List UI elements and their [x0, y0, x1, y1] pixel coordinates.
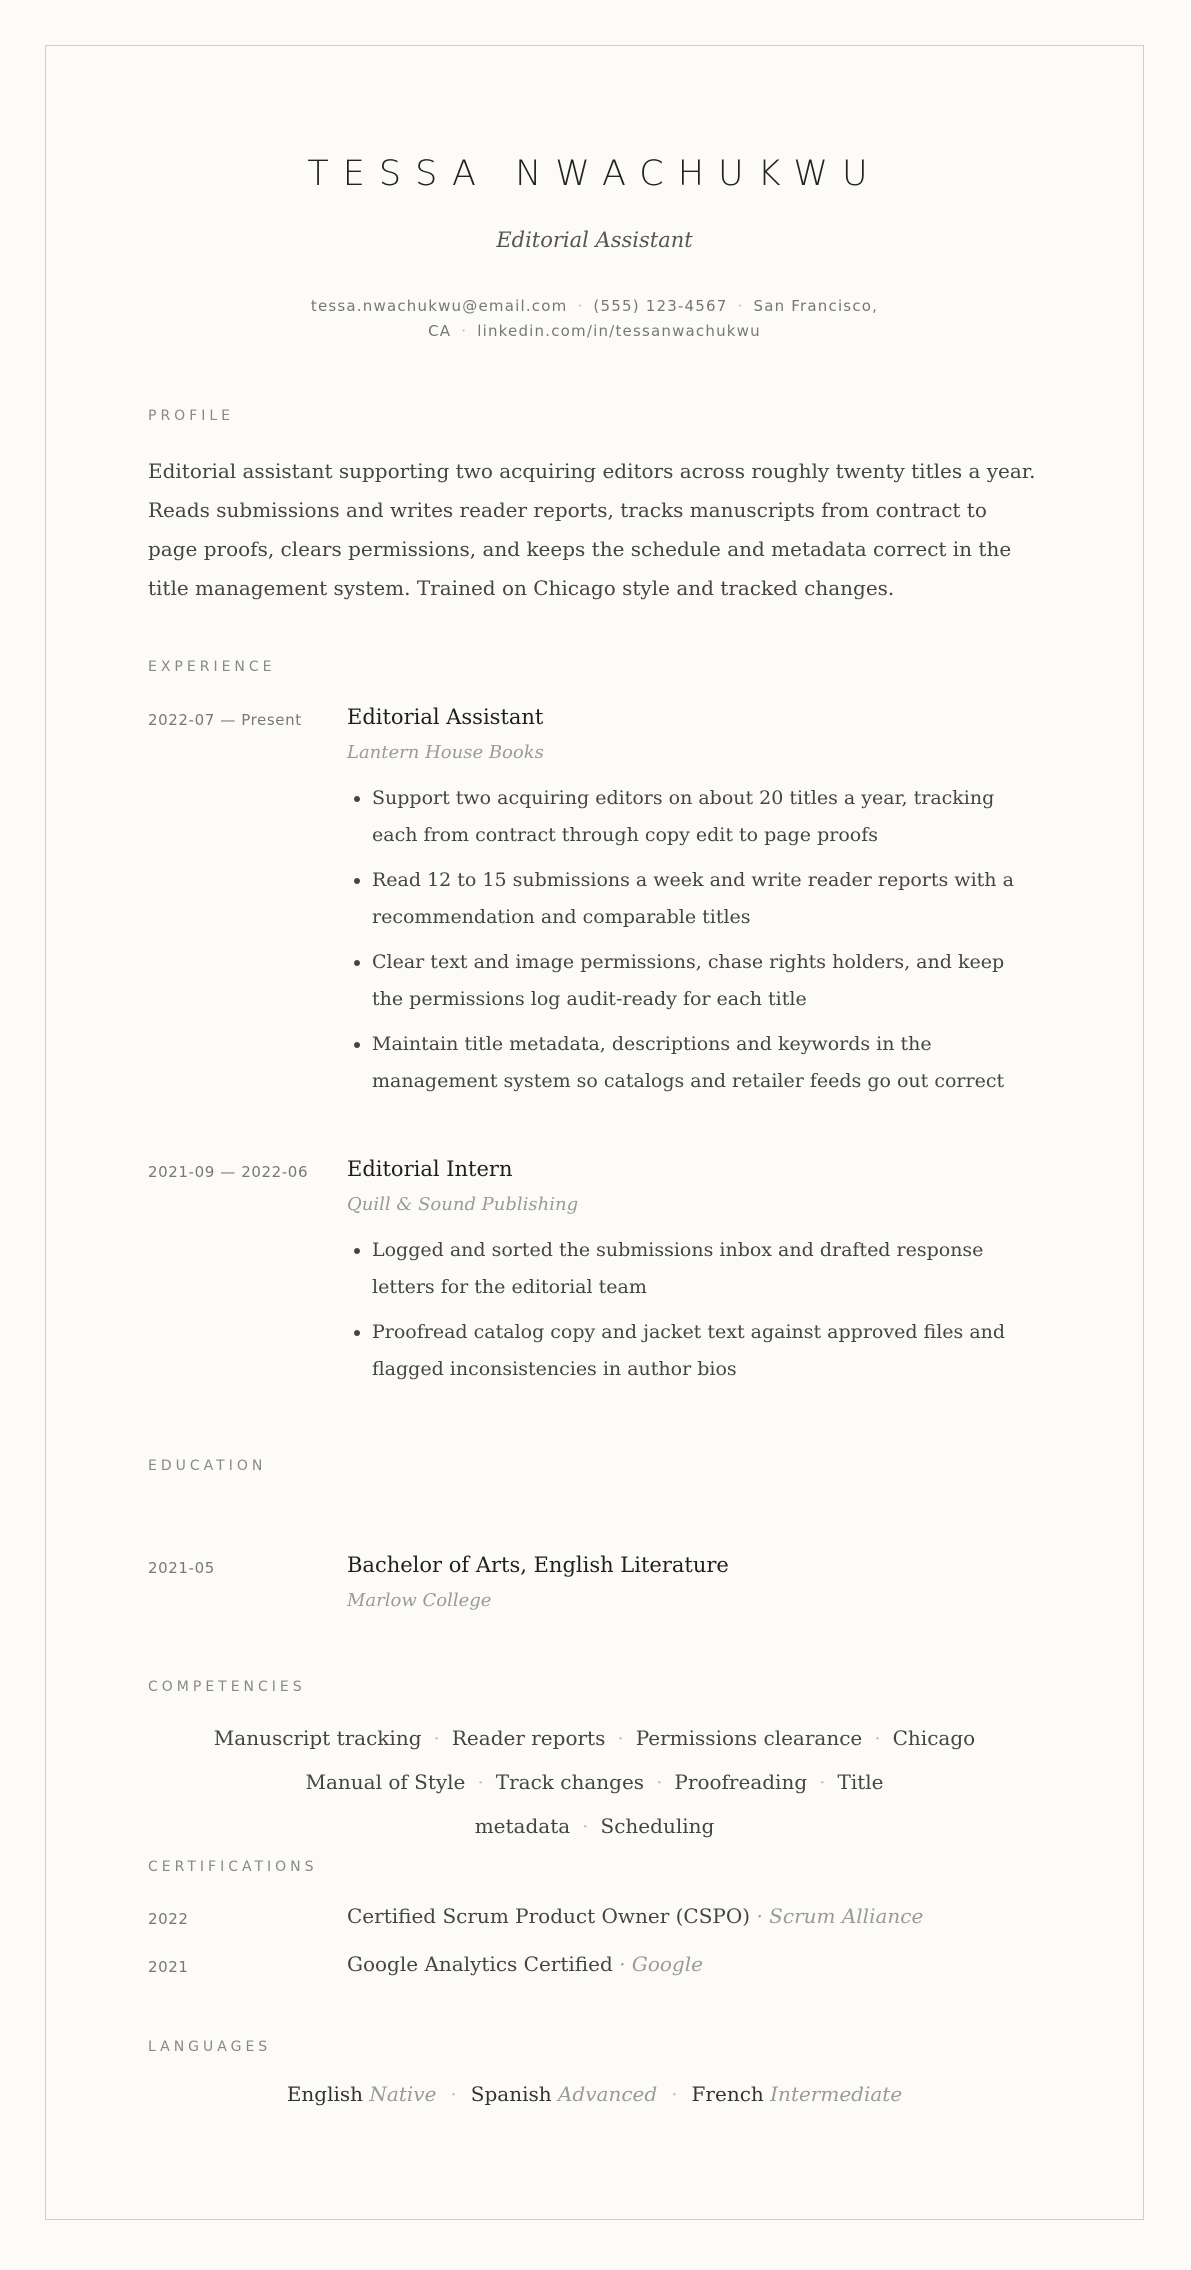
job-title: Editorial Intern	[347, 1157, 513, 1181]
certification-name: Certified Scrum Product Owner (CSPO)	[347, 1904, 751, 1928]
contact-linkedin[interactable]: linkedin.com/in/tessanwachukwu	[477, 322, 761, 340]
certification-year: 2022	[148, 1910, 189, 1928]
job-dates: 2021-09 — 2022-06	[148, 1163, 309, 1181]
competency-item: Manuscript tracking	[213, 1726, 422, 1750]
job-bullet: • Read 12 to 15 submissions a week and write reader reports with a recommendation and comparable titles	[372, 862, 1041, 936]
competency-list	[148, 1716, 1041, 1848]
competency-item: Track changes	[495, 1770, 645, 1794]
separator: ·	[450, 2082, 457, 2106]
section-heading-certifications: CERTIFICATIONS	[148, 1859, 318, 1875]
job-bullet: • Logged and sorted the submissions inbox and drafted response letters for the editorial team	[372, 1232, 1041, 1306]
profile-summary: Editorial assistant supporting two acquiring editors across roughly twenty titles a year. Reads submissions and writes reader reports, tracks manuscripts from contract to page proofs, clears permissions, and keeps the schedule and metadata correct in the title management system. Trained on Chicago style and tracked changes.	[148, 459, 1036, 600]
language-list	[148, 2082, 1041, 2106]
competency-item: Scheduling	[600, 1814, 715, 1838]
job-bullet-list	[347, 780, 1041, 1100]
separator: ·	[656, 1770, 663, 1794]
contact-location: San Francisco, CA	[428, 297, 879, 340]
competency-item: Title metadata	[474, 1770, 884, 1838]
certification-name: Google Analytics Certified	[347, 1952, 613, 1976]
job-employer: Lantern House Books	[347, 742, 544, 763]
section-heading-education: EDUCATION	[148, 1458, 267, 1474]
job-bullet: • Maintain title metadata, descriptions and keywords in the management system so catalogs and retailer feeds go out correct	[372, 1026, 1041, 1100]
separator: ·	[577, 297, 584, 315]
separator: ·	[671, 2082, 678, 2106]
job-bullet: • Proofread catalog copy and jacket text against approved files and flagged inconsistencies in author bios	[372, 1314, 1041, 1388]
job-dates: 2022-07 — Present	[148, 711, 302, 729]
language-item	[287, 2082, 437, 2106]
candidate-name: TESSA NWACHUKWU	[307, 154, 882, 194]
section-heading-languages: LANGUAGES	[148, 2039, 272, 2055]
language-level: Advanced	[557, 2082, 658, 2106]
separator: ·	[477, 1770, 484, 1794]
job-title: Editorial Assistant	[347, 705, 544, 729]
language-name: Spanish	[470, 2082, 552, 2106]
resume-page	[45, 45, 1144, 2220]
education-date: 2021-05	[148, 1559, 215, 1577]
language-level: Intermediate	[770, 2082, 903, 2106]
separator: ·	[737, 297, 744, 315]
separator: ·	[582, 1814, 589, 1838]
job-bullet-list	[347, 1232, 1041, 1388]
separator: ·	[617, 1726, 624, 1750]
certification-item	[347, 1952, 703, 1976]
job-entry	[347, 702, 1041, 1108]
job-bullet: • Clear text and image permissions, chase rights holders, and keep the permissions log audit-ready for each title	[372, 944, 1041, 1018]
section-heading-experience: EXPERIENCE	[148, 659, 276, 675]
candidate-title: Editorial Assistant	[496, 228, 693, 252]
separator: ·	[461, 322, 468, 340]
competency-item: Reader reports	[451, 1726, 606, 1750]
education-entry	[347, 1550, 1041, 1628]
school: Marlow College	[347, 1590, 492, 1611]
language-name: French	[691, 2082, 764, 2106]
separator: ·	[819, 1770, 826, 1794]
job-employer: Quill & Sound Publishing	[347, 1194, 579, 1215]
job-entry	[347, 1154, 1041, 1396]
certification-year: 2021	[148, 1958, 189, 1976]
separator: ·	[433, 1726, 440, 1750]
degree: Bachelor of Arts, English Literature	[347, 1553, 729, 1577]
contact-email[interactable]: tessa.nwachukwu@email.com	[310, 297, 568, 315]
job-bullet: • Support two acquiring editors on about 20 titles a year, tracking each from contract through copy edit to page proofs	[372, 780, 1041, 854]
competency-item: Permissions clearance	[635, 1726, 863, 1750]
language-item	[692, 2082, 903, 2106]
contact-info	[298, 294, 891, 344]
language-level: Native	[369, 2082, 437, 2106]
language-name: English	[286, 2082, 364, 2106]
separator: ·	[874, 1726, 881, 1750]
certification-issuer: · Google	[619, 1952, 703, 1976]
contact-phone: (555) 123-4567	[593, 297, 728, 315]
competency-item: Chicago Manual of Style	[305, 1726, 976, 1794]
section-heading-profile: PROFILE	[148, 408, 235, 424]
language-item	[471, 2082, 657, 2106]
section-heading-competencies: COMPETENCIES	[148, 1679, 306, 1695]
certification-issuer: · Scrum Alliance	[756, 1904, 924, 1928]
certification-item	[347, 1904, 923, 1928]
competency-item: Proofreading	[674, 1770, 808, 1794]
